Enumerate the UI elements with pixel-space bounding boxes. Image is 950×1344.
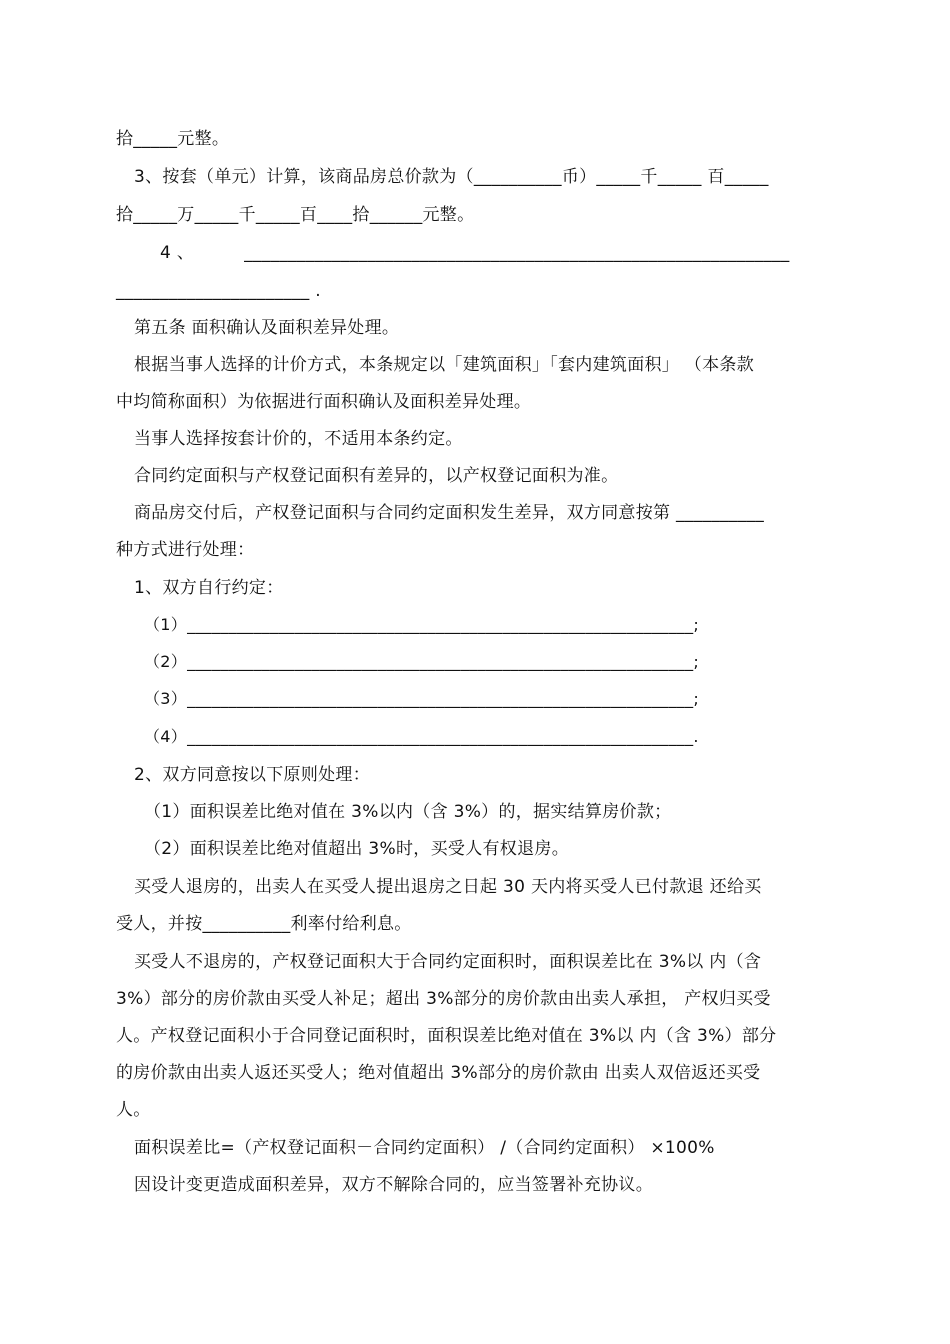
text-line: 受人，并按__________利率付给利息。 <box>116 914 412 934</box>
text-line: 的房价款由出卖人返还买受人；绝对值超出 3%部分的房价款由 出卖人双倍返还买受 <box>116 1063 761 1083</box>
agreement-item: （1）_____________________________________________________________; <box>144 615 700 634</box>
text-line: 商品房交付后，产权登记面积与合同约定面积发生差异，双方同意按第 __________ <box>134 503 765 523</box>
text-line: 人。产权登记面积小于合同登记面积时，面积误差比绝对值在 3%以 内（含 3%）部分 <box>116 1026 777 1046</box>
text-line: （1）面积误差比绝对值在 3%以内（含 3%）的，据实结算房价款； <box>144 802 672 822</box>
text-line: 2、双方同意按以下原则处理： <box>134 765 371 785</box>
text-line: ______________________ . <box>116 281 322 301</box>
text-line: 拾_____万_____千_____百____拾______元整。 <box>116 205 475 225</box>
text-line: 1、双方自行约定： <box>134 578 284 598</box>
text-line: 根据当事人选择的计价方式，本条规定以「建筑面积」「套内建筑面积」 （本条款 <box>134 355 755 375</box>
blank-line: ______________________________________________________________ <box>244 243 790 263</box>
agreement-item: （3）_____________________________________________________________; <box>144 689 700 708</box>
text-line: 因设计变更造成面积差异，双方不解除合同的，应当签署补充协议。 <box>134 1175 653 1195</box>
agreement-item: （4）_____________________________________________________________. <box>144 727 699 746</box>
text-line: （2）面积误差比绝对值超出 3%时，买受人有权退房。 <box>144 839 569 859</box>
text-line: 买受人退房的，出卖人在买受人提出退房之日起 30 天内将买受人已付款退 还给买 <box>134 877 762 897</box>
section-title: 第五条 面积确认及面积差异处理。 <box>134 318 400 338</box>
text-line: 人。 <box>116 1100 151 1120</box>
text-line: 合同约定面积与产权登记面积有差异的，以产权登记面积为准。 <box>134 466 619 486</box>
text-line: 3、按套（单元）计算，该商品房总价款为（__________币）_____千_____ 百_____ <box>134 167 769 187</box>
text-line: 买受人不退房的，产权登记面积大于合同约定面积时，面积误差比在 3%以 内（含 <box>134 952 762 972</box>
text-line: 种方式进行处理： <box>116 540 255 560</box>
formula: 面积误差比=（产权登记面积－合同约定面积） /（合同约定面积） ×100% <box>134 1138 715 1158</box>
text-line: 中均简称面积）为依据进行面积确认及面积差异处理。 <box>116 392 532 412</box>
text-line: 当事人选择按套计价的，不适用本条约定。 <box>134 429 463 449</box>
agreement-item: （2）_____________________________________________________________; <box>144 652 700 671</box>
text-line: 3%）部分的房价款由买受人补足；超出 3%部分的房价款由出卖人承担， 产权归买受 <box>116 989 771 1009</box>
text-line: 4 、 <box>160 243 195 263</box>
text-line: 拾_____元整。 <box>116 129 230 149</box>
